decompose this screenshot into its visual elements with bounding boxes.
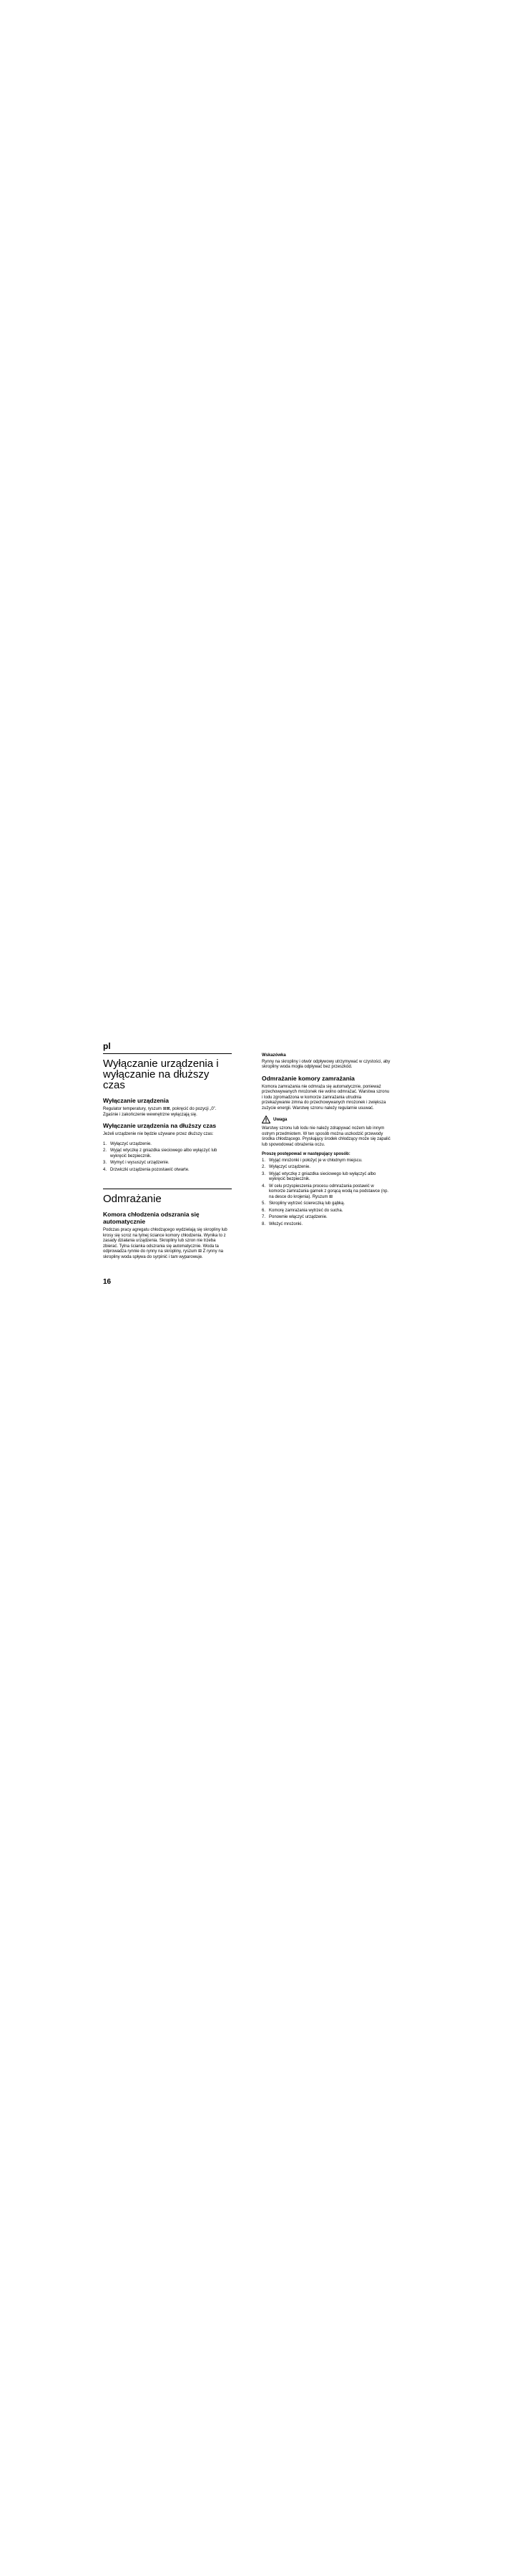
list-item: 5. Skropliny wytrzeć ściereczką lub gąbką. [262,1201,345,1206]
text-fridge-auto-defrost: Podczas pracy agregatu chłodzącego wydzielają się skropliny lub krosy się scroz na tylnej ściance komory chłodzenia. Wynika to z zasady działania urządzenia. Skropliny lub szron nie trzeba zbierać. Tylna ścianka odszrania się automatycznie. Woda ta odprowadza rynnie do rynny na skropliny, ryszum ⊞ Z rynny na skropliny woda spływa do syrpinić i tam wyparowuje. [103,1228,227,1259]
warning-text: Warstwy szronu lub lodu nie należy zdrapywać nożem lub innym ostrym przedmiotem. W ten sposób można uszkodzić przewody środka chłodzącego. Pryskający środek chłodzący może się zapalić lub spowodować obrażenia oczu. [262,1126,391,1147]
list-item: 3. Wymyć i wysuszyć urządzenie. [103,1161,170,1165]
list-item: 1. Wyłączyć urządzenie. [103,1141,152,1146]
left-column [103,1053,232,1264]
warning-icon [262,1116,270,1123]
note-label: Wskazówka [262,1053,286,1058]
heading-freezer-defrost: Odmrażanie komory zamrażania [262,1074,355,1082]
section-rule [103,1053,232,1054]
section-title-defrosting: Odmrażanie [103,1193,162,1205]
list-item: 1. Wyjąć mrożonki i położyć je w chłodnym miejscu. [262,1158,363,1163]
list-item: 7. Ponownie włączyć urządzenie. [262,1215,328,1219]
procedure-steps [262,1158,391,1228]
list-item: 4. Drzwiczki urządzenia pozostawić otwarte. [103,1167,190,1172]
heading-fridge-auto-defrost: Komora chłodzenia odszrania się automatycznie [103,1211,200,1225]
language-code: pl [103,1041,111,1051]
list-item: 2. Wyjąć wtyczkę z gniazdka sieciowego albo wyłączyć lub wykręcić bezpiecznik. [103,1148,217,1158]
list-item: 3. Wyjąć wtyczkę z gniazdka sieciowego lub wyłączyć albo wykręcić bezpiecznik. [262,1171,376,1181]
heading-long-term-off: Wyłączanie urządzenia na dłuższy czas [103,1122,217,1129]
right-column [262,1053,391,1231]
page-number: 16 [103,1278,112,1286]
long-term-steps [103,1142,232,1174]
procedure-intro: Proszę postępować w następujący sposób: [262,1152,350,1156]
list-item: 6. Komorę zamrażania wytrzeć do sucha. [262,1208,343,1213]
list-item: 4. W celu przyspieszenia procesu odmrażania postawić w komorze zamrażania garnek z gorącą wodą na podstawce (np. na desce do krojenia). Ryszum ⊞ [262,1184,389,1199]
warning-header [262,1116,391,1123]
text-long-term-intro: Jeżeli urządzenie nie będzie używane przez dłuższy czas: [103,1132,214,1136]
heading-switching-off: Wyłączanie urządzenia [103,1097,169,1104]
list-item: 8. Włożyć mrożonki. [262,1221,303,1226]
note-text: Rynny na skropliny i otwór odpływowy utrzymywać w czystości, aby skropliny woda mogła odpływać bez przeszkód. [262,1059,391,1069]
warning-label: Uwaga [273,1117,288,1122]
text-switching-off: Regulator temperatury, ryszum ⊞⊠, pokręcić do pozycji „0”. Zgaśnie i zakończenie wewnętrzne wyłączają się. [103,1107,217,1117]
text-freezer-defrost: Komora zamrażania nie odmraża się automatycznie, ponieważ przechowywanych mrożonek nie wolno odmrażać. Warstwa szronu i lodu zgromadzona w komorze zamrażania utrudnia przekazywanie zimna do przechowywanych mrożonek i zwiększa zużycie energii. Warstwę szronu należy regularnie usuwać. [262,1084,390,1111]
list-item: 2. Wyłączyć urządzenie. [262,1165,310,1169]
section-title-switching-off: Wyłączanie urządzenia i wyłączanie na dłuższy czas [103,1058,219,1091]
